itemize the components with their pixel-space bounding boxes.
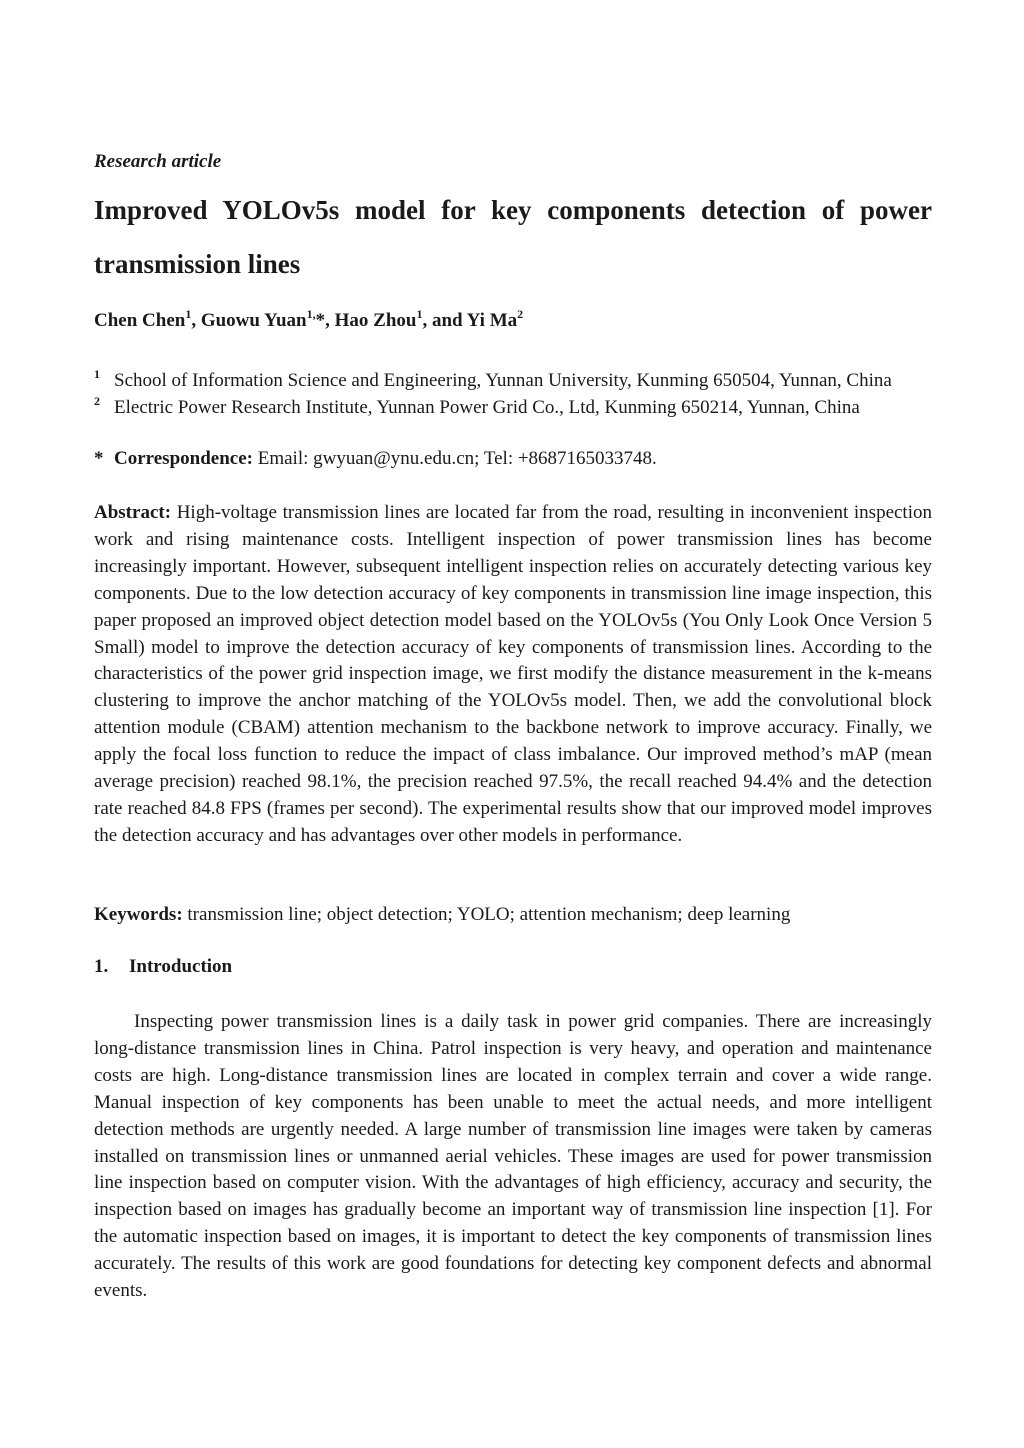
author-affiliation-mark: 2 (517, 307, 524, 321)
article-type: Research article (94, 151, 222, 172)
author-list (94, 307, 524, 332)
affiliation-number: 1 (94, 367, 100, 381)
paper-title: Improved YOLOv5s model for key components detection of power transmission lines (94, 195, 932, 279)
corresponding-author-mark: * (315, 310, 326, 331)
keywords (94, 902, 932, 929)
correspondence (94, 448, 657, 470)
author-separator: , (325, 310, 335, 331)
section-title: Introduction (129, 956, 233, 977)
introduction-paragraph: Inspecting power transmission lines is a daily task in power grid companies. There are increasingly long-distance transmission lines in China. Patrol inspection is very heavy, and operation and maintenance costs are high. Long-distance transmission lines are located in complex terrain and cover a wide range. Manual inspection of key components has been unable to meet the actual needs, and more intelligent detection methods are urgently needed. A large number of transmission line images were taken by cameras installed on transmission lines or unmanned aerial vehicles. These images are used for power transmission line inspection based on computer vision. With the advantages of high efficiency, accuracy and security, the inspection based on images has gradually become an important way of transmission line inspection [1]. For the automatic inspection based on images, it is important to detect the key components of transmission lines accurately. The results of this work are good foundations for detecting key component defects and abnormal events. (94, 1011, 932, 1302)
author-name: Hao Zhou (334, 310, 417, 331)
section-number: 1. (94, 956, 109, 977)
affiliation (94, 394, 860, 419)
author-name: Yi Ma (466, 310, 518, 331)
author-affiliation-mark: 1, (306, 307, 316, 321)
affiliation-text: School of Information Science and Engineering, Yunnan University, Kunming 650504, Yunnan, China (114, 370, 892, 391)
author-name: Guowu Yuan (200, 310, 307, 331)
correspondence-text: Email: gwyuan@ynu.edu.cn; Tel: +8687165033748. (257, 448, 657, 469)
affiliation-number: 2 (94, 394, 100, 408)
author-affiliation-mark: 1 (185, 307, 192, 321)
keywords-text: transmission line; object detection; YOLO; attention mechanism; deep learning (187, 904, 791, 925)
affiliation (94, 367, 892, 392)
affiliation-text: Electric Power Research Institute, Yunnan Power Grid Co., Ltd, Kunming 650214, Yunnan, China (114, 397, 860, 418)
author-name: Chen Chen (94, 310, 186, 331)
keywords-label: Keywords: (94, 904, 183, 925)
correspondence-mark: * (94, 448, 104, 469)
author-separator: , and (422, 310, 467, 331)
author-affiliation-mark: 1 (416, 307, 423, 321)
abstract-label: Abstract: (94, 502, 172, 523)
abstract (94, 500, 932, 850)
author-separator: , (191, 310, 201, 331)
abstract-text: High-voltage transmission lines are located far from the road, resulting in inconvenient inspection work and rising maintenance costs. Intelligent inspection of power transmission lines has become increasingly important. However, subsequent intelligent inspection relies on accurately detecting various key components. Due to the low detection accuracy of key components in transmission line image inspection, this paper proposed an improved object detection model based on the YOLOv5s (You Only Look Once Version 5 Small) model to improve the detection accuracy of key components of transmission lines. According to the characteristics of the power grid inspection image, we first modify the distance measurement in the k-means clustering to improve the anchor matching of the YOLOv5s model. Then, we add the convolutional block attention module (CBAM) attention mechanism to the backbone network to improve accuracy. Finally, we apply the focal loss function to reduce the impact of class imbalance. Our improved method’s mAP (mean average precision) reached 98.1%, the precision reached 97.5%, the recall reached 94.4% and the detection rate reached 84.8 FPS (frames per second). The experimental results show that our improved model improves the detection accuracy and has advantages over other models in performance. (94, 502, 932, 846)
correspondence-label: Correspondence: (114, 448, 253, 469)
section-heading (94, 956, 232, 978)
